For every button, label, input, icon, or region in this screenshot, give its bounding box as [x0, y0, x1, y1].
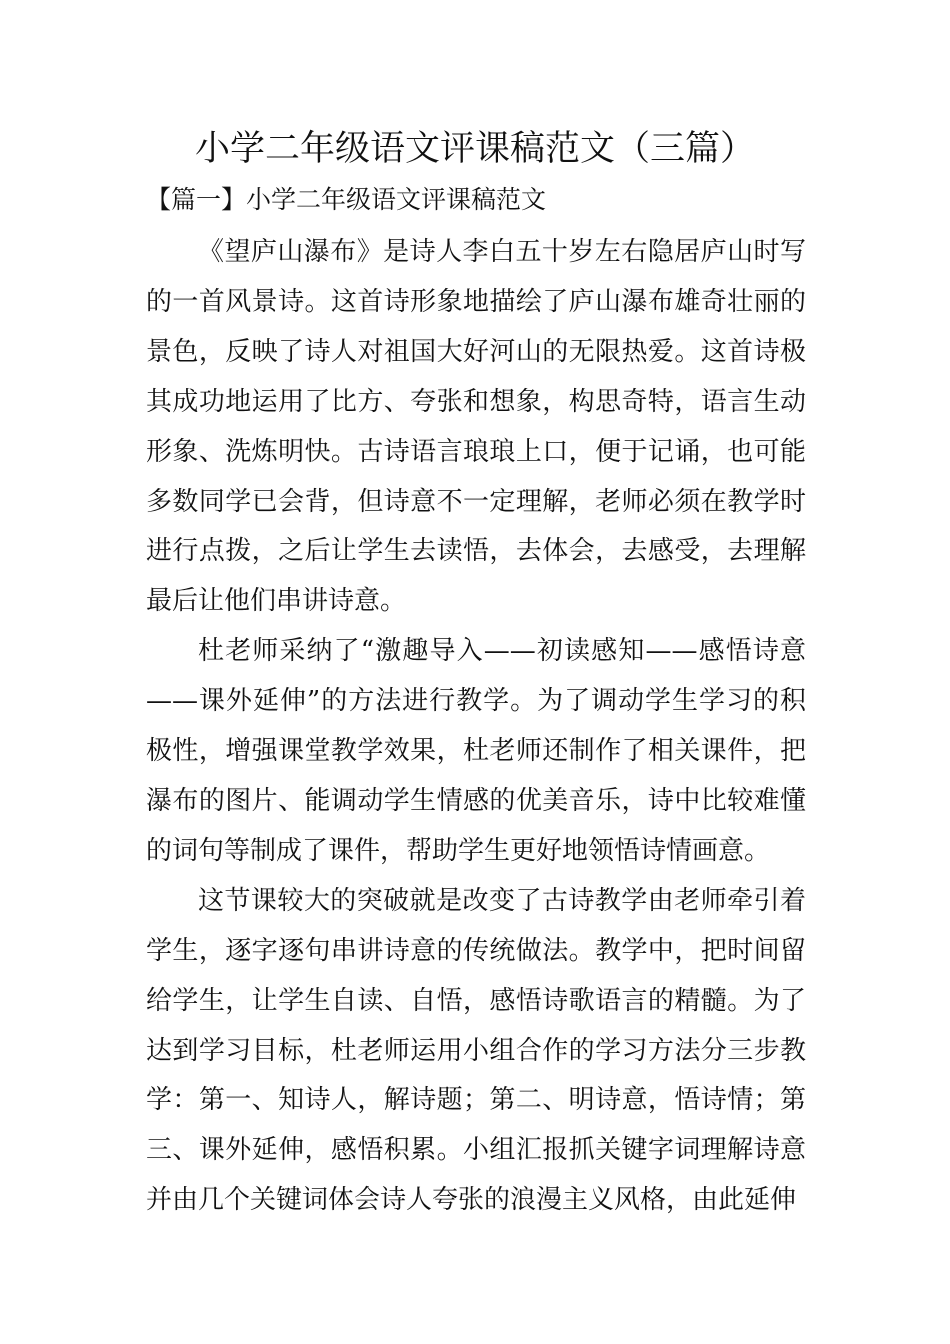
section-heading: 【篇一】小学二年级语文评课稿范文 — [146, 185, 547, 214]
paragraph-2: 杜老师采纳了“激趣导入——初读感知——感悟诗意——课外延伸”的方法进行教学。为了调动学生学习的积极性，增强课堂教学效果，杜老师还制作了相关课件，把瀑布的图片、能调动学生情感的优美音乐，诗中比较难懂的词句等制成了课件，帮助学生更好地领悟诗情画意。 — [146, 636, 806, 866]
document-body — [146, 228, 806, 1226]
document-title: 小学二年级语文评课稿范文（三篇） — [194, 129, 755, 169]
paragraph-3: 这节课较大的突破就是改变了古诗教学由老师牵引着学生，逐字逐句串讲诗意的传统做法。教学中，把时间留给学生，让学生自读、自悟，感悟诗歌语言的精髓。为了达到学习目标，杜老师运用小组合作的学习方法分三步教学：第一、知诗人，解诗题；第二、明诗意，悟诗情；第三、课外延伸，感悟积累。小组汇报抓关键字词理解诗意并由几个关键词体会诗人夸张的浪漫主义风格，由此延伸 — [146, 885, 806, 1216]
paragraph-1: 《望庐山瀑布》是诗人李白五十岁左右隐居庐山时写的一首风景诗。这首诗形象地描绘了庐山瀑布雄奇壮丽的景色，反映了诗人对祖国大好河山的无限热爱。这首诗极其成功地运用了比方、夸张和想象，构思奇特，语言生动形象、洗炼明快。古诗语言琅琅上口，便于记诵，也可能多数同学已会背，但诗意不一定理解，老师必须在教学时进行点拨，之后让学生去读悟，去体会，去感受，去理解最后让他们串讲诗意。 — [146, 237, 806, 617]
